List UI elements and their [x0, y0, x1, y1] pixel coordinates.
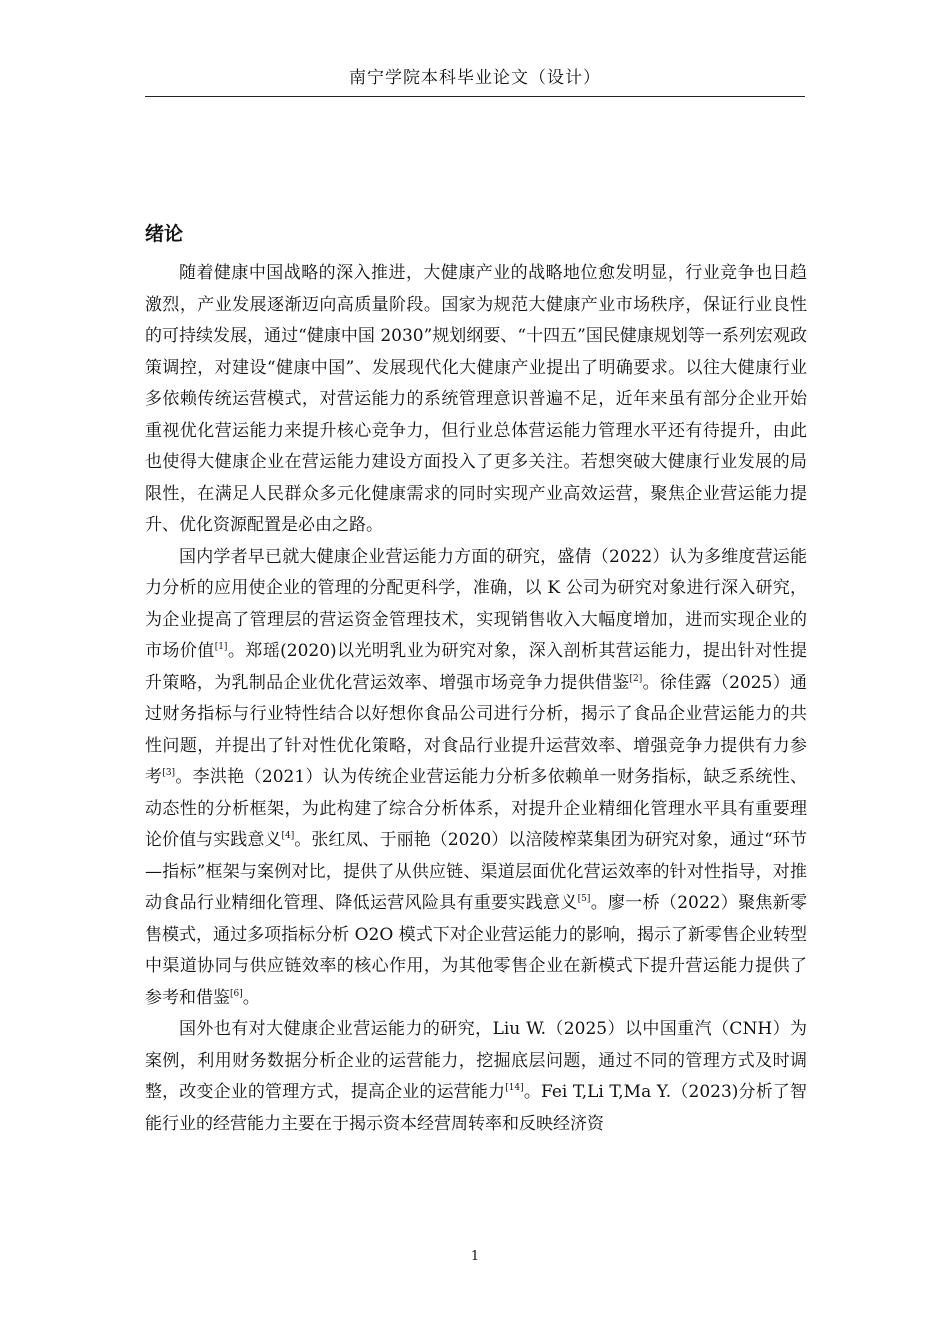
running-header: 南宁学院本科毕业论文（设计） [349, 68, 601, 88]
citation-marker: [14] [505, 1083, 524, 1093]
text-run: 。徐佳露（2025）通过财务指标与行业特性结合以好想你食品公司进行分析，揭示了食品企业营运能力的共性问题，并提出了针对性优化策略，对食品行业提升运营效率、增强竞争力提供有力参考 [145, 672, 808, 787]
citation-marker: [1] [214, 642, 228, 652]
body-paragraph [145, 542, 807, 1015]
text-run: 。廖一桥（2022）聚焦新零售模式，通过多项指标分析 O2O 模式下对企业营运能力的影响，揭示了新零售企业转型中渠道协同与供应链效率的核心作用，为其他零售企业在新模式下提升营运能力提供了参考和借鉴 [145, 893, 808, 1008]
text-run: 国外也有对大健康企业营运能力的研究，Liu W.（2025）以中国重汽（CNH）为案例，利用财务数据分析企业的运营能力，挖掘底层问题，通过不同的管理方式及时调整，改变企业的管理方式，提高企业的运营能力 [145, 1019, 807, 1102]
citation-marker: [2] [629, 673, 643, 684]
text-run: 。 [242, 987, 260, 1008]
citation-marker: [5] [577, 894, 591, 904]
citation-marker: [4] [281, 831, 295, 841]
header-rule [145, 96, 805, 97]
text-run: 。张红凤、于丽艳（2020）以涪陵榨菜集团为研究对象，通过“环节—指标”框架与案例对比，提供了从供应链、渠道层面优化营运效率的针对性指导，对推动食品行业精细化管理、降低运营风险具有重要实践意义 [145, 830, 807, 913]
section-heading: 绪论 [145, 223, 184, 245]
text-run: 随着健康中国战略的深入推进，大健康产业的战略地位愈发明显，行业竞争也日趋激烈，产业发展逐渐迈向高质量阶段。国家为规范大健康产业市场秩序，保证行业良性的可持续发展，通过“健康中国 2030”规划纲要、“十四五”国民健康规划等一系列宏观政策调控，对建设“健康中国”、发展现代化大健康产业提出了明确要求。以往大健康行业多依赖传统运营模式，对营运能力的系统管理意识普遍不足，近年来虽有部分企业开始重视优化营运能力来提升核心竞争力，但行业总体营运能力管理水平还有待提升，由此也使得大健康企业在营运能力建设方面投入了更多关注。若想突破大健康行业发展的局限性，在满足人民群众多元化健康需求的同时实现产业高效运营，聚焦企业营运能力提升、优化资源配置是必由之路。 [145, 263, 807, 535]
text-run: 。Fei T,Li T,Ma Y.（2023)分析了智能行业的经营能力主要在于揭示资本经营周转率和反映经济资 [145, 1082, 807, 1134]
body-paragraph [145, 1014, 807, 1140]
body-text [145, 258, 807, 1140]
text-run: 国内学者早已就大健康企业营运能力方面的研究，盛倩（2022）认为多维度营运能力分析的应用使企业的管理的分配更科学，准确，以 K 公司为研究对象进行深入研究，为企业提高了管理层的营运资金管理技术，实现销售收入大幅度增加，进而实现企业的市场价值 [145, 546, 807, 661]
text-run: 。郑瑶(2020)以光明乳业为研究对象，深入剖析其营运能力，提出针对性提升策略，为乳制品企业优化营运效率、增强市场竞争力提供借鉴 [145, 641, 808, 693]
body-paragraph [145, 258, 807, 542]
text-run: 。李洪艳（2021）认为传统企业营运能力分析多依赖单一财务指标，缺乏系统性、动态性的分析框架，为此构建了综合分析体系，对提升企业精细化管理水平具有重要理论价值与实践意义 [145, 767, 808, 850]
page-number: 1 [470, 1249, 480, 1264]
citation-marker: [6] [230, 988, 243, 999]
citation-marker: [3] [162, 768, 176, 778]
